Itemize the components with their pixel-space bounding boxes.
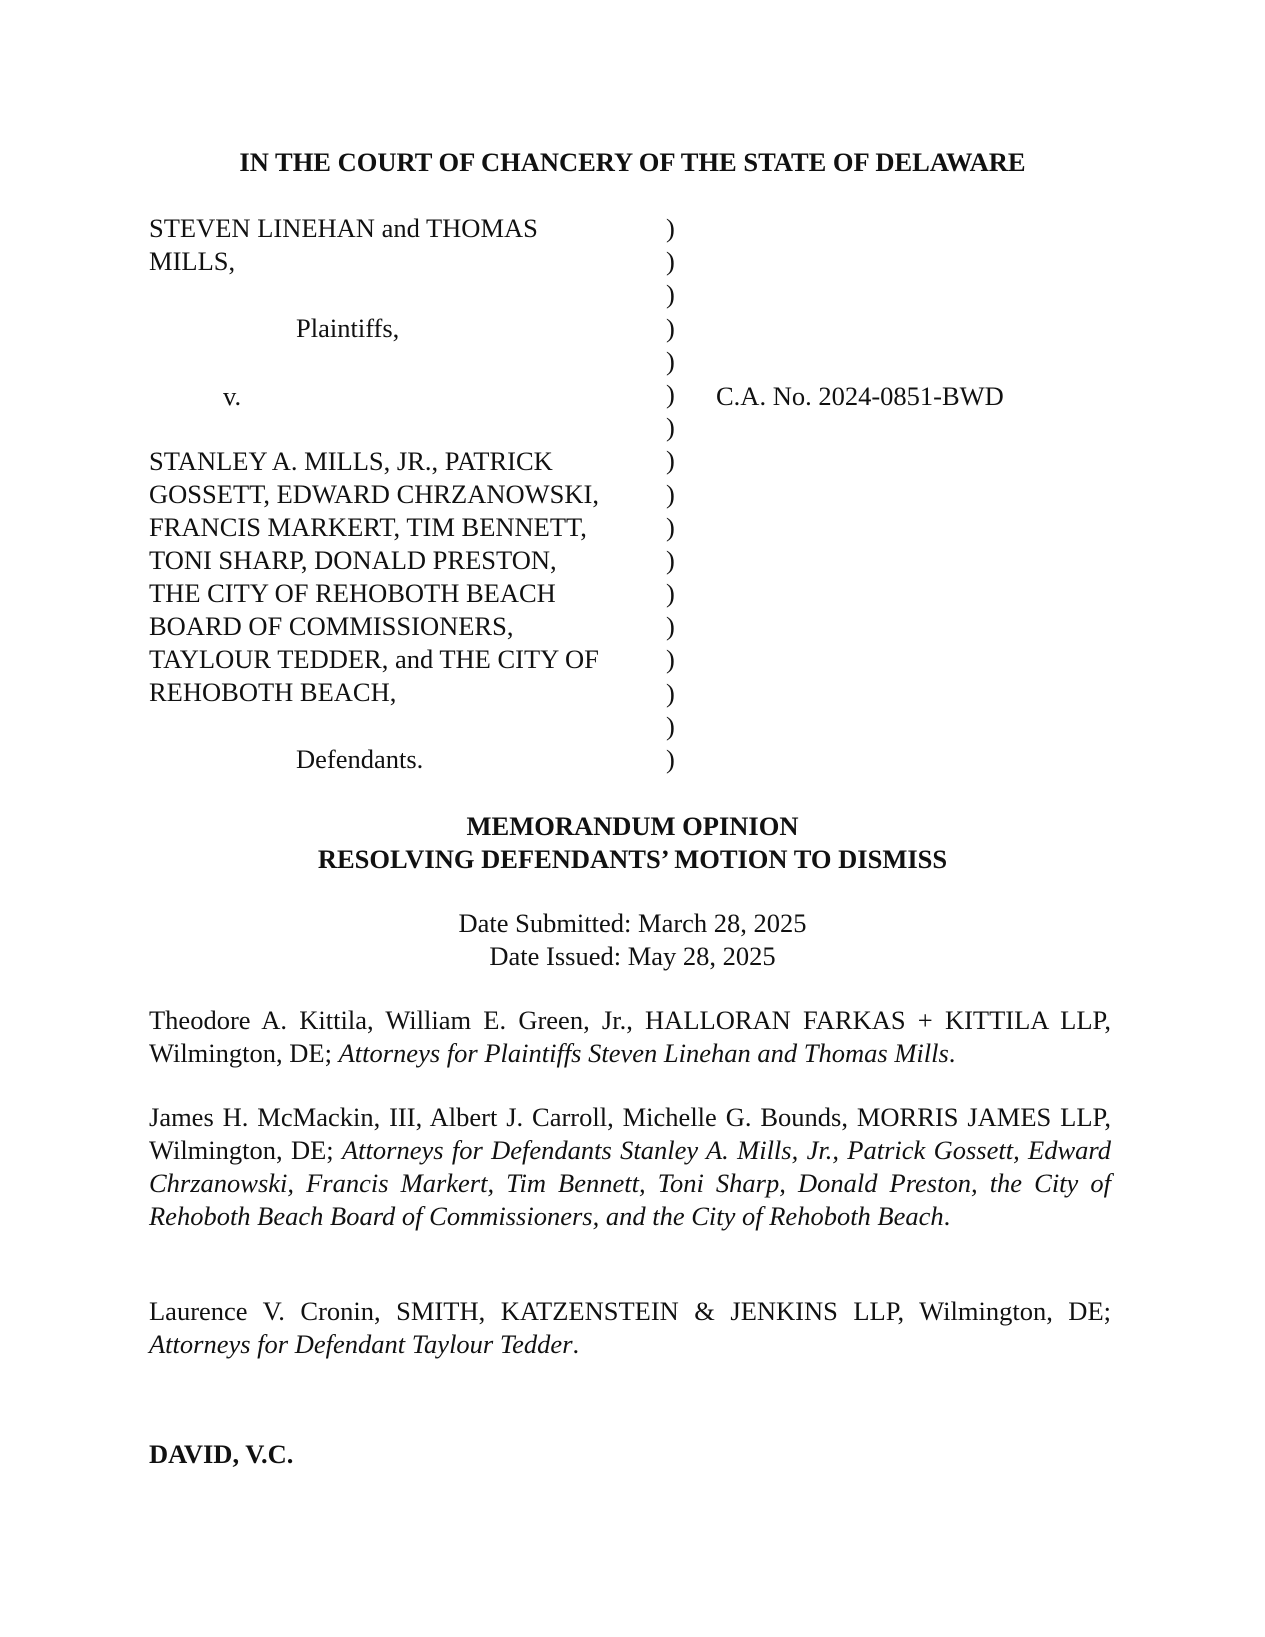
memorandum-title-line-2: RESOLVING DEFENDANTS’ MOTION TO DISMISS (317, 844, 948, 874)
defendants-name-line: GOSSETT, EDWARD CHRZANOWSKI, (149, 479, 599, 509)
defendants-counsel-names: James H. McMackin, III, Albert J. Carroll, Michelle G. Bounds, MORRIS JAMES LLP, Wilmington, DE; (149, 1102, 1111, 1165)
caption-paren: ) (666, 378, 675, 409)
plaintiffs-name-line-2: MILLS, (149, 246, 236, 276)
caption-paren: ) (666, 544, 675, 575)
plaintiffs-label: Plaintiffs, (296, 313, 400, 343)
plaintiffs-counsel-role: Attorneys for Plaintiffs Steven Linehan and Thomas Mills (338, 1038, 949, 1068)
case-number: C.A. No. 2024-0851-BWD (716, 381, 1004, 411)
defendants-name-line: BOARD OF COMMISSIONERS, (149, 611, 514, 641)
caption-paren: ) (666, 312, 675, 343)
defendants-name-line: STANLEY A. MILLS, JR., PATRICK (149, 446, 553, 476)
dates-block (0, 907, 1265, 973)
tedder-counsel (149, 1295, 1111, 1361)
caption-paren: ) (666, 279, 675, 310)
defendants-counsel-role: Attorneys for Defendants Stanley A. Mills, Jr., Patrick Gossett, Edward Chrzanowski, Francis Markert, Tim Bennett, Toni Sharp, Donald Preston, the City of Rehoboth Beach Board of Commissioners, and the City of Rehoboth Beach (149, 1135, 1111, 1231)
caption-paren: ) (666, 677, 675, 708)
date-submitted: Date Submitted: March 28, 2025 (458, 908, 807, 938)
defendants-name-line: FRANCIS MARKERT, TIM BENNETT, (149, 512, 587, 542)
caption-paren: ) (666, 345, 675, 376)
defendants-name-line: TONI SHARP, DONALD PRESTON, (149, 545, 557, 575)
plaintiffs-counsel (149, 1004, 1111, 1070)
plaintiffs-name-line-1: STEVEN LINEHAN and THOMAS (149, 213, 538, 243)
caption-paren: ) (666, 478, 675, 509)
caption-paren: ) (666, 578, 675, 609)
caption-paren: ) (666, 710, 675, 741)
memorandum-title-line-1: MEMORANDUM OPINION (466, 811, 799, 841)
defendants-name-line: TAYLOUR TEDDER, and THE CITY OF (149, 644, 599, 674)
versus-label: v. (223, 381, 242, 411)
defendants-name-line: REHOBOTH BEACH, (149, 677, 397, 707)
defendants-counsel (149, 1101, 1111, 1233)
tedder-counsel-role: Attorneys for Defendant Taylour Tedder (149, 1329, 573, 1359)
tedder-counsel-names: Laurence V. Cronin, SMITH, KATZENSTEIN & JENKINS LLP, Wilmington, DE; (149, 1296, 1111, 1326)
defendants-label: Defendants. (296, 744, 424, 774)
caption-paren: ) (666, 744, 675, 774)
judge-name: DAVID, V.C. (149, 1439, 294, 1469)
date-issued: Date Issued: May 28, 2025 (489, 941, 776, 971)
caption-paren: ) (666, 246, 675, 277)
caption-paren: ) (666, 511, 675, 542)
plaintiffs-counsel-names: Theodore A. Kittila, William E. Green, Jr., HALLORAN FARKAS + KITTILA LLP, Wilmington, DE; (149, 1005, 1111, 1068)
caption-paren: ) (666, 213, 675, 243)
period: . (572, 1329, 580, 1359)
caption-paren: ) (666, 644, 675, 675)
period: . (948, 1038, 956, 1068)
period: . (943, 1201, 951, 1231)
memorandum-title (0, 810, 1265, 876)
caption-paren: ) (666, 611, 675, 642)
defendants-name-line: THE CITY OF REHOBOTH BEACH (149, 578, 556, 608)
caption-paren: ) (666, 445, 675, 476)
caption-paren: ) (666, 412, 675, 443)
caption-parenthesis-column (666, 212, 675, 776)
court-title: IN THE COURT OF CHANCERY OF THE STATE OF DELAWARE (239, 147, 1026, 177)
